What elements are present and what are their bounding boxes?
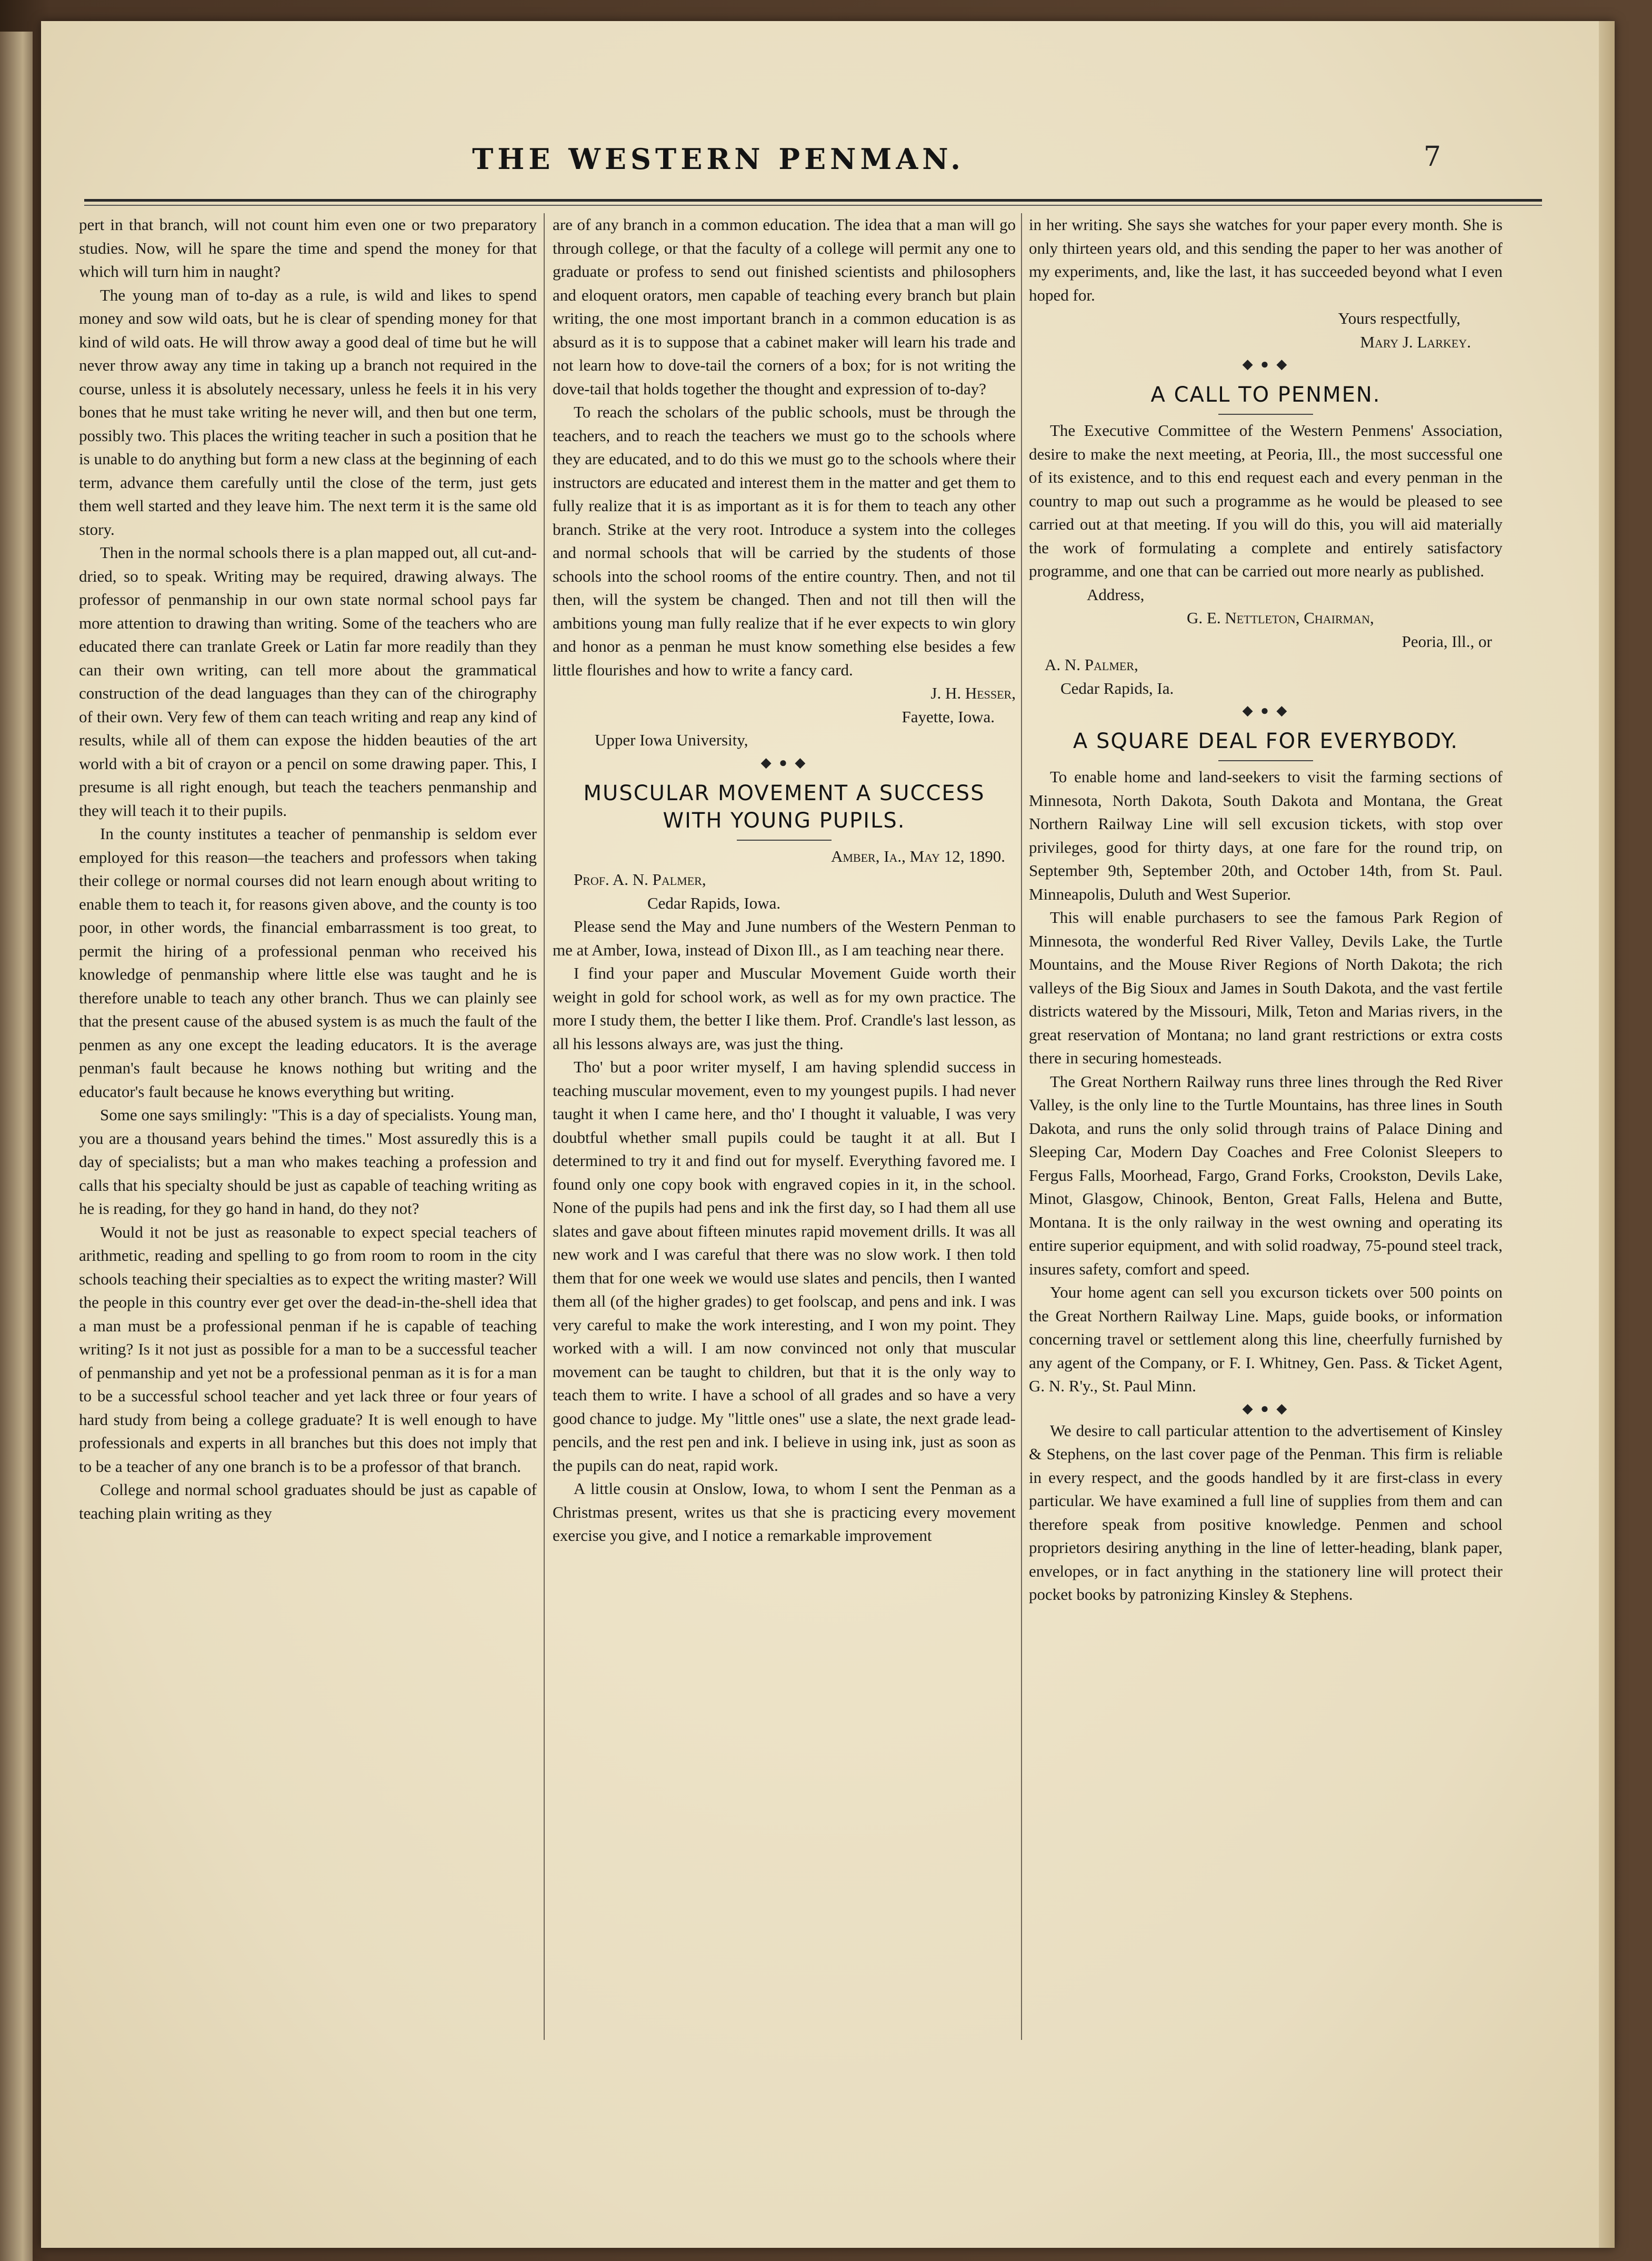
column-1	[79, 213, 537, 2193]
article-paragraph: To enable home and land-seekers to visit the farming sections of Minnesota, North Dakota, South Dakota and Montana, the Great Northern Railway Line will sell excusion tickets, with stop over privileges, good for thirty days, at one fare for the round trip, on September 9th, September 20th, and October 14th, from St. Paul. Minneapolis, Duluth and West Superior.	[1029, 768, 1503, 903]
article-paragraph: I find your paper and Muscular Movement Guide worth their weight in gold for school work, as well as for my own practice. The more I study them, the better I like them. Prof. Crandle's last lesson, as all his lessons always are, was just the thing.	[553, 964, 1016, 1053]
article-paragraph: We desire to call particular attention to the advertisement of Kinsley & Stephens, on the last cover page of the Penman. This firm is reliable in every respect, and the goods handled by it are first-class in every particular. We have examined a full line of supplies from them and can therefore speak from positive knowledge. Penmen and school proprietors desiring anything in the line of letter-heading, blank paper, envelopes, or in fact anything in the stationery line will protect their pocket books by patronizing Kinsley & Stephens.	[1029, 1421, 1503, 1603]
address-chairman: G. E. Nettleton, Chairman,	[1187, 609, 1374, 627]
article-paragraph: The Executive Committee of the Western Penmens' Association, desire to make the next meeting, at Peoria, Ill., the most successful one of its existence, and to this end request each and every penman in the country to map out such a programme as he would be pleased to see carried out at that meeting. If you will do this, you will aid materially the work of formulating a complete and entirely satisfactory programme, and one that can be carried out more nearly as published.	[1029, 421, 1503, 580]
article-paragraph: Some one says smilingly: "This is a day of specialists. Young man, you are a thousand years behind the times." Most assuredly this is a day of specialists; but a man who makes teaching a profession and calls that his specialty should be just as capable of teaching writing as he is reading, for they go hand in hand, do they not?	[79, 1105, 537, 1218]
section-ornament: ◆ ● ◆	[760, 754, 808, 770]
article-paragraph: pert in that branch, will not count him even one or two preparatory studies. Now, will he spare the time and spend the money for that which will turn him in naught?	[79, 215, 537, 281]
address-secretary-place: Cedar Rapids, Ia.	[1060, 679, 1174, 698]
masthead-title: THE WESTERN PENMAN.	[472, 142, 965, 176]
article-paragraph: Tho' but a poor writer myself, I am having splendid success in teaching muscular movement, even to my youngest pupils. I had never taught it when I came here, and tho' I thought it valuable, I was very doubtful whether small pupils could be taught it at all. But I determined to try it and find out for myself. Everything favored me. I found only one copy book with engraved copies in it, in the school. None of the pupils had pens and ink the first day, so I had them all use slates and gave about fifteen minutes rapid movement drills. It was all new work and I was careful that there was no slow work. I then told them that for one week we would use slates and pencils, then I wanted them all (of the higher grades) to get foolscap, and pens and ink. I was very careful to make the work interesting, and I won my point. They worked with a will. I am now convinced not only that muscular movement can be taught to children, but that it is the only way to teach them to write. I have a school of all grades and so have a very good chance to judge. My "little ones" use a slate, the next grade lead-pencils, and the rest pen and ink. I believe in using ink, just as soon as the pupils can do neat, rapid work.	[553, 1058, 1016, 1475]
article-paragraph: Then in the normal schools there is a plan mapped out, all cut-and-dried, so to speak. Writing may be required, drawing always. The professor of penmanship in our own state normal school pays far more attention to drawing than writing. Some of the teachers who are educated there can tranlate Greek or Latin far more readily than they can their own writing, can tell more about the grammatical construction of the dead languages than they can of the chirography of their own. Very few of them can teach writing and reap any kind of results, while all of them can expose the hidden beauties of the art world with a bit of crayon or a pencil on some drawing paper. This, I presume is all right enough, but teach the teachers penmanship and they will teach it to their pupils.	[79, 543, 537, 820]
section-ornament: ◆ ● ◆	[1242, 703, 1289, 718]
column-2	[553, 213, 1016, 2193]
address-secretary: A. N. Palmer,	[1045, 655, 1138, 674]
heading-rule	[1218, 760, 1313, 761]
article-paragraph: Would it not be just as reasonable to expect special teachers of arithmetic, reading and spelling to go from room to room in the city schools teaching their specialties as to expect the writing master? Will the people in this country ever get over the dead-in-the-shell idea that a man must be a professional penman if he is capable of teaching writing? Is it not just as possible for a man to be a successful teacher of penmanship and yet not be a professional penman as it is for a man to be a successful school teacher and yet lack three or four years of hard study from being a college graduate? It is well enough to have professionals and experts in all branches but this does not imply that to be a teacher of any one branch is to be a professor of that branch.	[79, 1222, 537, 1476]
left-page-edge	[0, 32, 33, 2261]
column-3	[1029, 213, 1503, 2193]
article-heading: A CALL TO PENMEN.	[1150, 383, 1381, 407]
header-rule-thin	[84, 205, 1542, 206]
article-paragraph: Your home agent can sell you excurson tickets over 500 points on the Great Northern Railway Line. Maps, guide books, or information concerning travel or settlement along this line, cheerfully furnished by any agent of the Company, or F. I. Whitney, Gen. Pass. & Ticket Agent, G. N. R'y., St. Paul Minn.	[1029, 1283, 1503, 1395]
article-paragraph: in her writing. She says she watches for your paper every month. She is only thirteen years old, and this sending the paper to her was another of my experiments, and, like the last, it has succeeded beyond what I even hoped for.	[1029, 215, 1503, 304]
signature-name: J. H. Hesser,	[930, 684, 1016, 702]
letter-addressee-place: Cedar Rapids, Iowa.	[647, 893, 781, 912]
article-heading: A SQUARE DEAL FOR EVERYBODY.	[1073, 729, 1459, 753]
article-heading: MUSCULAR MOVEMENT A SUCCESS WITH YOUNG PUPILS.	[583, 781, 985, 833]
page-number: 7	[1424, 141, 1441, 173]
signature-name: Mary J. Larkey.	[1360, 332, 1471, 351]
heading-rule	[1218, 414, 1313, 415]
letter-closing: Yours respectfully,	[1338, 309, 1460, 327]
column-divider-2	[1021, 213, 1022, 2040]
letter-dateline: Amber, Ia., May 12, 1890.	[830, 846, 1005, 865]
header-rule	[84, 199, 1542, 202]
article-paragraph: To reach the scholars of the public schools, must be through the teachers, and to reach the teachers we must go to the schools where they are educated, and to do this we must go to the schools where their instructors are educated and interest them in the matter and get them to fully realize that it is as important as it is for them to teach any other branch. Strike at the very root. Introduce a system into the colleges and normal schools that will be carried by the students of those schools into the school rooms of the entire country. Then, and not til then, will the system be changed. Then and not till then will the ambitions young man fully realize that if he ever expects to win glory and honor as a penman he must know something else besides a few little flourishes and how to write a fancy card.	[553, 403, 1016, 679]
article-paragraph: In the county institutes a teacher of penmanship is seldom ever employed for this reason—the teachers and professors when taking their college or normal courses did not learn enough about writing to enable them to teach it, for reasons given above, and the county is too poor, in other words, the financial embarrassment is too great, to permit the hiring of a professional penman who received his knowledge of penmanship where little else was taught and he is therefore unable to teach any other branch. Thus we can plainly see that the present cause of the abused system is as much the fault of the penmen as any one except the leading educators. It is the average penman's fault because he knows nothing but writing and the educator's fault because he knows everything but writing.	[79, 824, 537, 1101]
letter-addressee: Prof. A. N. Palmer,	[574, 870, 706, 889]
signature-place: Fayette, Iowa.	[902, 707, 995, 726]
article-paragraph: This will enable purchasers to see the famous Park Region of Minnesota, the wonderful Red River Valley, Devils Lake, the Turtle Mountains, and the Mouse River Regions of North Dakota; the rich valleys of the Big Sioux and James in South Dakota, and the vast fertile districts watered by the Missouri, Milk, Teton and Marias rivers, in the great reservation of Montana; no land grant restrictions or extra costs there in securing homesteads.	[1029, 908, 1503, 1067]
section-ornament: ◆ ● ◆	[1242, 1400, 1289, 1416]
heading-rule	[737, 840, 832, 841]
section-ornament: ◆ ● ◆	[1242, 356, 1289, 372]
page-edge-stripe	[1599, 21, 1615, 2248]
column-divider-1	[544, 213, 545, 2040]
address-label: Address,	[1087, 585, 1145, 604]
article-paragraph: Please send the May and June numbers of the Western Penman to me at Amber, Iowa, instead of Dixon Ill., as I am teaching near there.	[553, 917, 1016, 959]
article-paragraph: are of any branch in a common education. The idea that a man will go through college, or that the faculty of a college will permit any one to graduate or profess to send out finished scientists and philosophers and eloquent orators, men capable of teaching every branch but plain writing, the one most important branch in a common education is as absurd as it is to suppose that a cabinet maker will learn his trade and not learn how to dove-tail the corners of a box; for is not writing the dove-tail that holds together the thought and expression of to-day?	[553, 215, 1016, 398]
article-paragraph: A little cousin at Onslow, Iowa, to whom I sent the Penman as a Christmas present, writes us that she is practicing every movement exercise you give, and I notice a remarkable improvement	[553, 1479, 1016, 1545]
article-paragraph: The Great Northern Railway runs three lines through the Red River Valley, is the only line to the Turtle Mountains, has three lines in South Dakota, and runs the only solid through trains of Palace Dining and Sleeping Car, Modern Day Coaches and Free Colonist Sleepers to Fergus Falls, Moorhead, Fargo, Grand Forks, Crookston, Devils Lake, Minot, Glasgow, Chinook, Benton, Great Falls, Helena and Butte, Montana. It is the only railway in the west owning and operating its entire superior equipment, and with solid roadway, 75-pound steel track, insures safety, comfort and speed.	[1029, 1072, 1503, 1278]
article-paragraph: The young man of to-day as a rule, is wild and likes to spend money and sow wild oats, but he is clear of spending money for that kind of wild oats. He will throw away a good deal of time but he will never throw away any time in taking up a branch not required in the course, unless it is absolutely necessary, unless he feels it in his very bones that he must take writing he never will, and then but one term, possibly two. This places the writing teacher in such a position that he is unable to do anything but form a new class at the beginning of each term, advance them carefully until the close of the term, just gets them well started and they leave him. The next term it is the same old story.	[79, 285, 537, 539]
address-chairman-place: Peoria, Ill., or	[1401, 632, 1492, 651]
article-paragraph: College and normal school graduates should be just as capable of teaching plain writing as they	[79, 1480, 537, 1522]
signature-school: Upper Iowa University,	[595, 731, 748, 749]
